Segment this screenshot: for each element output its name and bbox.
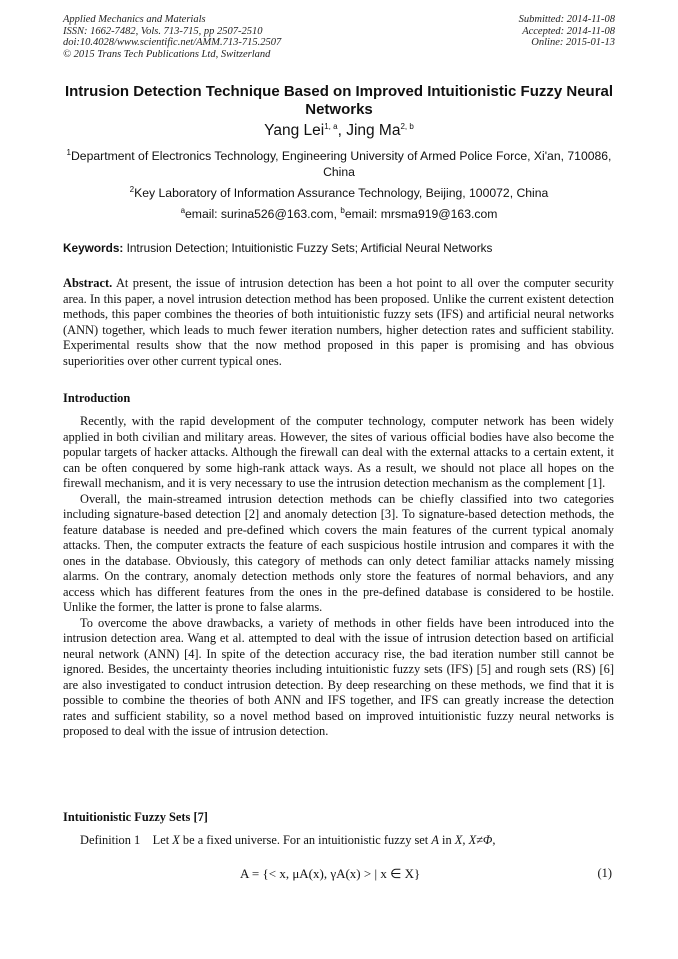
intro-paragraph-3: To overcome the above drawbacks, a variety of methods in other fields have been introduced into the intrusion detection area. Wang et al. attempted to deal with the issue of intrusion detection based on artificial neural network (ANN) [4]. In spite of the detection accuracy rise, the bad iteration number still cannot be ignored. Besides, the uncertainty theories including intuitionistic fuzzy sets (IFS) [5] and rough sets (RS) [6] are also investigated to conduct intrusion detection. By deep researching on these methods, we find that it is possible to combine the theories of both ANN and IFS together, and IFS can greatly increase the detection rates and sufficient stability, so a novel method based on improved intuitionistic fuzzy neural networks is proposed to deal with the issue of intrusion detection. <box>63 615 614 738</box>
affiliation-2 <box>60 185 618 201</box>
email-b-sup: b <box>340 205 345 215</box>
email-a: email: surina526@163.com, <box>185 207 341 221</box>
author-1: Yang Lei <box>264 122 325 139</box>
abstract-text: At present, the issue of intrusion detection has been a hot point to all over the computer security area. In this paper, a novel intrusion detection method has been proposed. Unlike the current existent detection methods, this paper combines the theories of both intuitionistic fuzzy sets (IFS) and artificial neural networks (ANN) together, which leads to much fewer iteration numbers, higher detection rates and sufficient stability. Experimental results show that the now method proposed in this paper is promising and has obvious superiorities over other current typical ones. <box>63 276 614 368</box>
definition-text-1: Let <box>152 833 173 847</box>
dates-info <box>519 14 615 49</box>
intro-paragraph-1: Recently, with the rapid development of the computer technology, computer network has been widely applied in both civilian and military areas. However, the sites of various official bodies have also become the popular targets of hacker attacks. Although the firewall can deal with the external attacks to a certain extent, it can be often conquered by some high-rank attack ways. As a result, we should not place all hopes on the firewall mechanism, and it is very necessary to use the intrusion detection mechanism as the complement [1]. <box>63 414 614 490</box>
definition-text-3: in <box>438 833 455 847</box>
author-2: Jing Ma <box>346 122 401 139</box>
equation-1: A = {< x, μA(x), γA(x) > | x ∈ X} <box>240 866 421 881</box>
introduction-heading: Introduction <box>63 391 131 405</box>
online-date: Online: 2015-01-13 <box>531 37 615 48</box>
introduction-body <box>63 414 614 740</box>
email-line <box>60 206 618 222</box>
author-1-sup: 1, a <box>324 121 338 131</box>
keywords-text: Intrusion Detection; Intuitionistic Fuzzy Sets; Artificial Neural Networks <box>123 241 493 255</box>
paper-title: Intrusion Detection Technique Based on Improved Intuitionistic Fuzzy Neural Networks <box>64 83 614 118</box>
issn-line: ISSN: 1662-7482, Vols. 713-715, pp 2507-2510 <box>63 25 263 37</box>
keywords-label: Keywords: <box>63 241 124 255</box>
accepted-date: Accepted: 2014-11-08 <box>522 25 615 37</box>
author-2-sup: 2, b <box>400 121 414 131</box>
email-b: email: mrsma919@163.com <box>344 207 498 221</box>
submitted-date: Submitted: 2014-11-08 <box>518 14 615 25</box>
email-a-sup: a <box>180 205 186 215</box>
affiliation-2-text: Key Laboratory of Information Assurance Technology, Beijing, 100072, China <box>134 186 549 200</box>
definition-text-4: , <box>462 833 469 847</box>
intro-paragraph-2: Overall, the main-streamed intrusion detection methods can be chiefly classified into two categories including signature-based detection [2] and anomaly detection [3]. To signature-based detection methods, the feature database is needed and pre-defined which covers the main features of the current typical anomaly attacks. Then, the computer extracts the feature of each suspicious hostile intrusion and compares it with the ones in the database. Obviously, this category of methods can only detect familiar attacks namely missing alarms. On the contrary, anomaly detection methods only store the features of normal behaviors, and any access which has different features from the ones in the pre-defined database is considered to be hostile. Unlike the former, the latter is prone to false alarms. <box>63 491 614 614</box>
definition-text-5: , <box>492 833 496 847</box>
definition-cond: X≠Φ <box>468 833 493 847</box>
affiliation-1 <box>60 148 618 180</box>
doi-line: doi:10.4028/www.scientific.net/AMM.713-715.2507 <box>63 37 282 48</box>
abstract-label: Abstract. <box>63 276 113 290</box>
authors-line <box>0 122 678 140</box>
keywords <box>63 241 623 256</box>
journal-info <box>63 14 281 60</box>
ifs-heading: Intuitionistic Fuzzy Sets [7] <box>63 810 208 824</box>
copyright-line: © 2015 Trans Tech Publications Ltd, Switzerland <box>63 48 271 60</box>
abstract <box>63 276 614 369</box>
journal-name: Applied Mechanics and Materials <box>63 14 206 25</box>
definition-var-x: X <box>172 833 180 847</box>
affiliation-2-sup: 2 <box>129 184 135 194</box>
definition-label: Definition 1 <box>80 833 141 847</box>
definition-var-x2: X <box>454 833 463 847</box>
definition-1 <box>80 833 495 848</box>
affiliation-1-text: Department of Electronics Technology, Engineering University of Armed Police Force, Xi'an, 710086, China <box>71 149 612 179</box>
definition-var-a: A <box>431 833 439 847</box>
author-separator: , <box>337 122 347 139</box>
definition-text-2: be a fixed universe. For an intuitionistic fuzzy set <box>179 833 432 847</box>
affiliation-1-sup: 1 <box>66 147 71 157</box>
equation-1-number: (1) <box>597 866 612 880</box>
